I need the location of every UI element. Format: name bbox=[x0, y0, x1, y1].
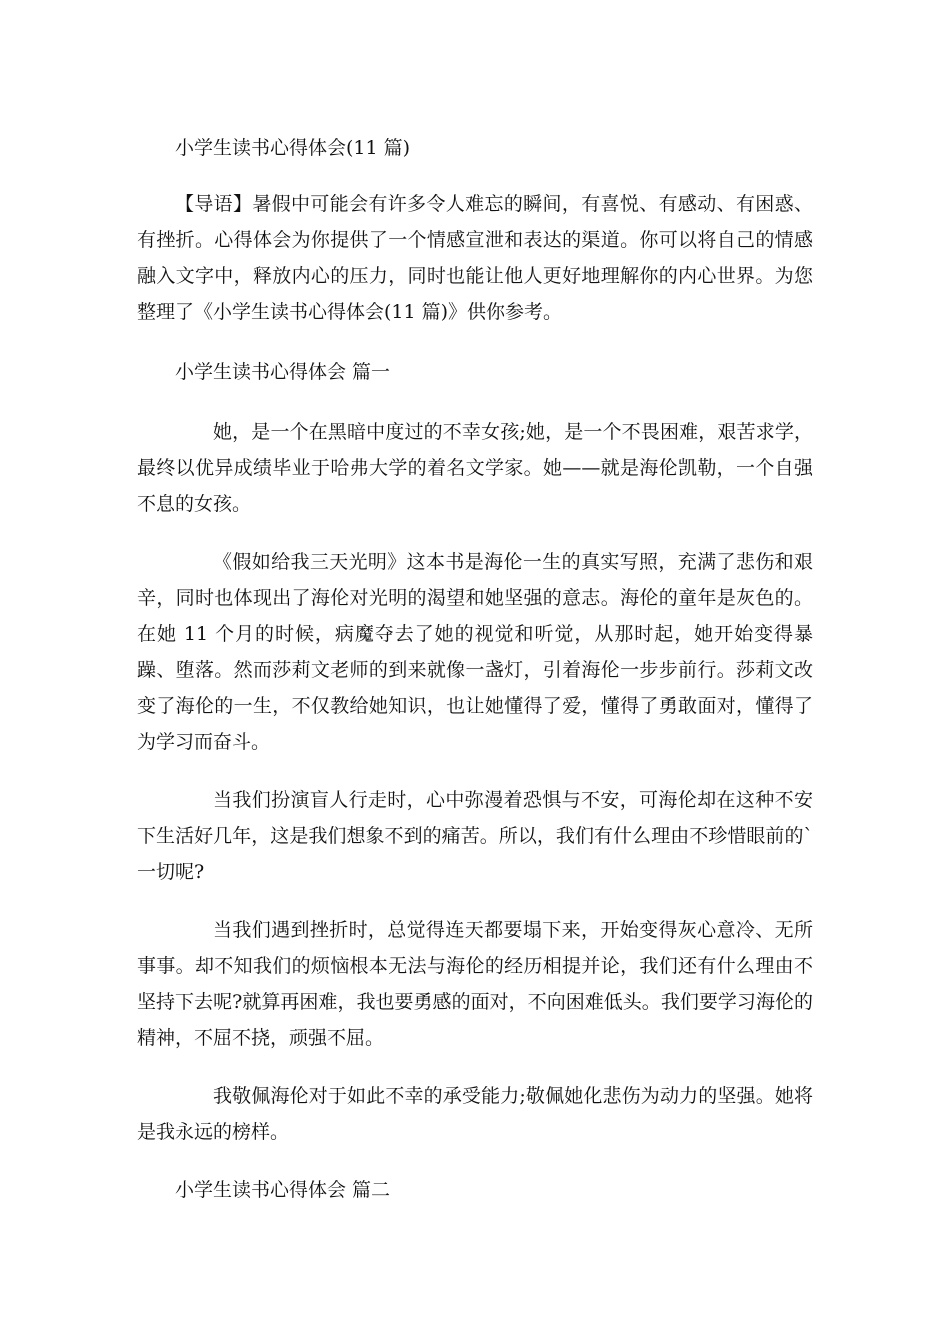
section-1-paragraph-4: 当我们遇到挫折时，总觉得连天都要塌下来，开始变得灰心意冷、无所事事。却不知我们的烦恼根本无法与海伦的经历相提并论，我们还有什么理由不坚持下去呢?就算再困难，我也要勇感的面对，不向困难低头。我们要学习海伦的精神，不屈不挠，顽强不屈。 bbox=[137, 919, 813, 1049]
document-title: 小学生读书心得体会(11 篇) bbox=[175, 137, 411, 159]
section-1-paragraph-3: 当我们扮演盲人行走时，心中弥漫着恐惧与不安，可海伦却在这种不安下生活好几年，这是我们想象不到的痛苦。所以，我们有什么理由不珍惜眼前的`一切呢? bbox=[137, 789, 813, 883]
section-heading-1: 小学生读书心得体会 篇一 bbox=[175, 361, 391, 383]
section-1-paragraph-2: 《假如给我三天光明》这本书是海伦一生的真实写照，充满了悲伤和艰辛，同时也体现出了海伦对光明的渴望和她坚强的意志。海伦的童年是灰色的。在她 11 个月的时候，病魔夺去了她的视觉和听觉，从那时起，她开始变得暴躁、堕落。然而莎莉文老师的到来就像一盏灯，引着海伦一步步前行。莎莉文改变了海伦的一生，不仅教给她知识，也让她懂得了爱，懂得了勇敢面对，懂得了为学习而奋斗。 bbox=[137, 551, 813, 753]
intro-paragraph: 【导语】暑假中可能会有许多令人难忘的瞬间，有喜悦、有感动、有困惑、有挫折。心得体会为你提供了一个情感宣泄和表达的渠道。你可以将自己的情感融入文字中，释放内心的压力，同时也能让他人更好地理解你的内心世界。为您整理了《小学生读书心得体会(11 篇)》供你参考。 bbox=[137, 193, 813, 323]
section-1-paragraph-5: 我敬佩海伦对于如此不幸的承受能力;敬佩她化悲伤为动力的坚强。她将是我永远的榜样。 bbox=[137, 1085, 813, 1143]
document-content bbox=[137, 132, 813, 1208]
section-heading-2: 小学生读书心得体会 篇二 bbox=[175, 1179, 391, 1201]
section-1-paragraph-1: 她，是一个在黑暗中度过的不幸女孩;她，是一个不畏困难，艰苦求学，最终以优异成绩毕业于哈弗大学的着名文学家。她——就是海伦凯勒，一个自强不息的女孩。 bbox=[137, 421, 813, 515]
